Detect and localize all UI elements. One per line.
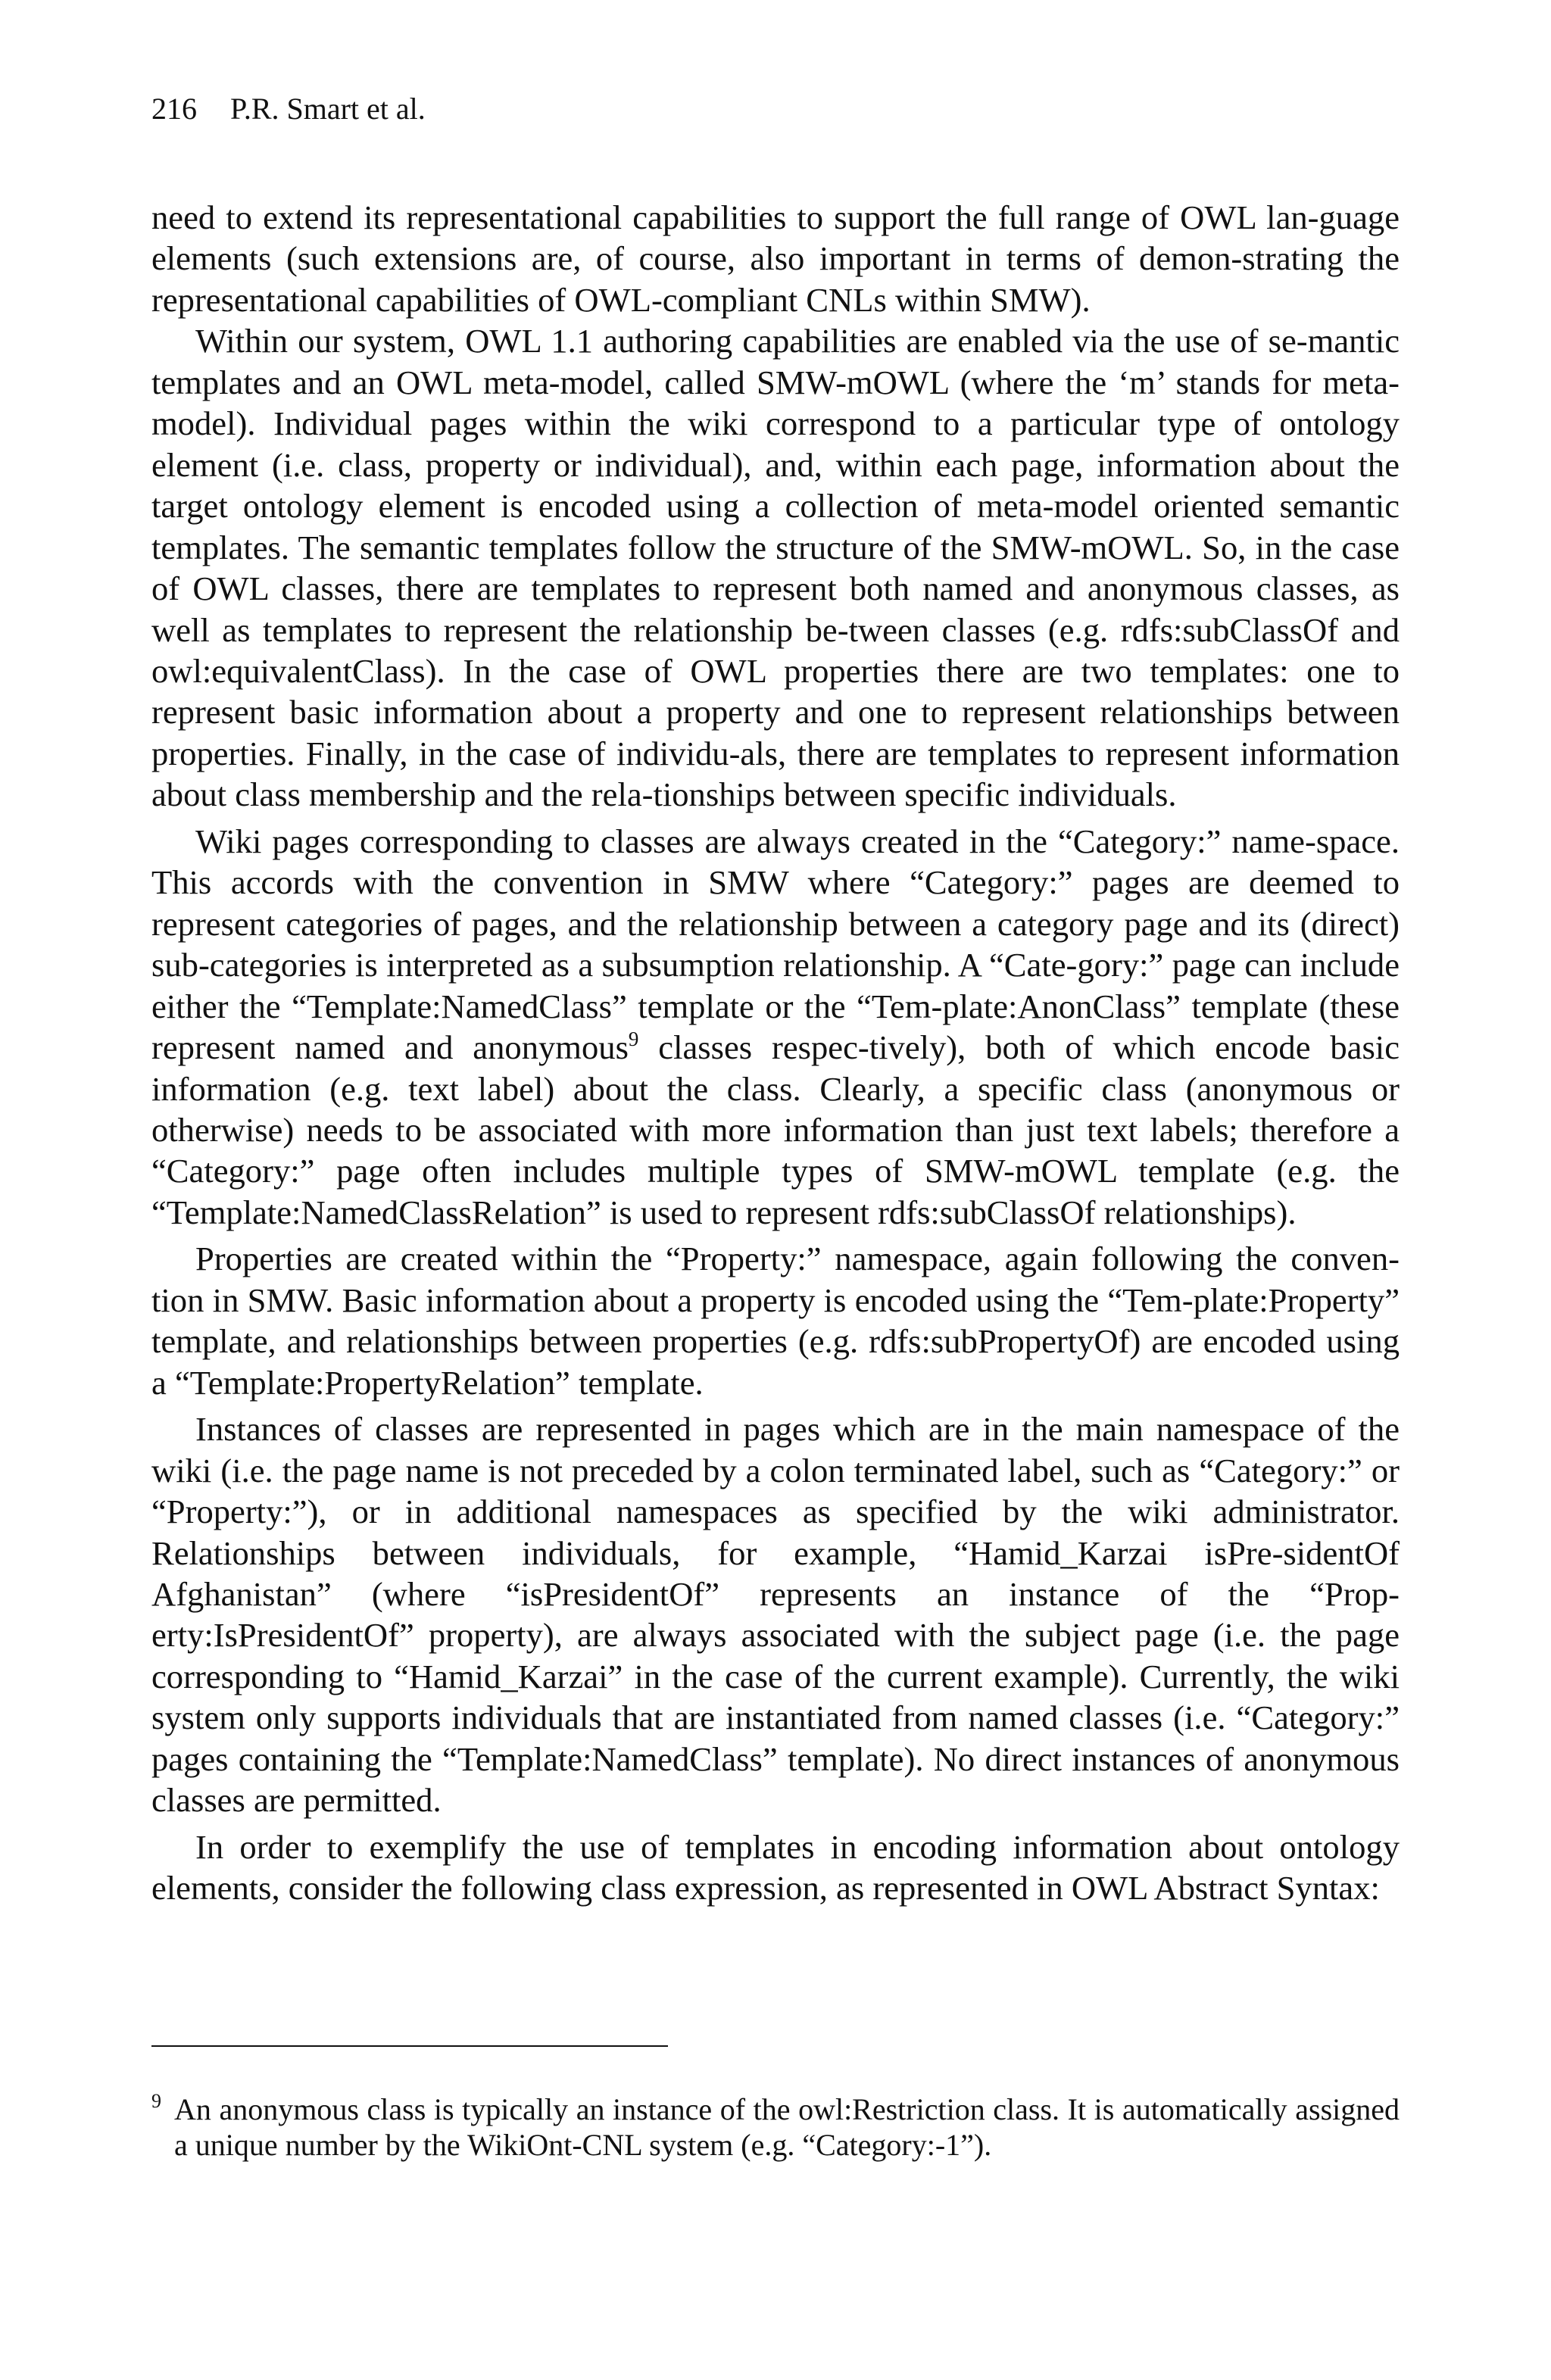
running-head-authors: P.R. Smart et al. (230, 92, 426, 126)
paragraph-category-text-1: Wiki pages corresponding to classes are always created in the “Category:” name-space. This accords with the convention in SMW where “Category:” pages are deemed to represent categories of pages, and the relationship between a category page and its (direct) sub-categories is interpreted as a subsumption relationship. A “Cate-gory:” page can include either the “Template:NamedClass” template or the “Tem-plate:AnonClass” template (these represent named and anonymous (151, 822, 1400, 1067)
paragraph-category-text-2: classes respec-tively), both of which encode basic information (e.g. text label) about the class. Clearly, a specific class (anonymous or otherwise) needs to be associated with more information than just text labels; therefore a “Category:” page often includes multiple types of SMW-mOWL template (e.g. the “Template:NamedClassRelation” is used to represent rdfs:subClassOf relationships). (151, 1028, 1400, 1231)
footnote (151, 2091, 1400, 2163)
footnote-divider (151, 2045, 668, 2047)
paragraph-owl-authoring: Within our system, OWL 1.1 authoring capabilities are enabled via the use of se-mantic templates and an OWL meta-model, called SMW-mOWL (where the ‘m’ stands for meta-model). Individual pages within the wiki correspond to a particular type of ontology element (i.e. class, property or individual), and, within each page, information about the target ontology element is encoded using a collection of meta-model oriented semantic templates. The semantic templates follow the structure of the SMW-mOWL. So, in the case of OWL classes, there are templates to represent both named and anonymous classes, as well as templates to represent the relationship be-tween classes (e.g. rdfs:subClassOf and owl:equivalentClass). In the case of OWL properties there are two templates: one to represent basic information about a property and one to represent relationships between properties. Finally, in the case of individu-als, there are templates to represent information about class membership and the rela-tionships between specific individuals. (151, 322, 1400, 814)
body-text (151, 197, 1400, 1909)
paragraph-category-namespace (151, 821, 1400, 1234)
paragraph-class-expression-intro: In order to exemplify the use of templates in encoding information about ontology elements, consider the following class expression, as represented in OWL Abstract Syntax: (151, 1827, 1400, 1907)
paragraph-property-namespace: Properties are created within the “Property:” namespace, again following the conven-tion in SMW. Basic information about a property is encoded using the “Tem-plate:Property” template, and relationships between properties (e.g. rdfs:subPropertyOf) are encoded using a “Template:PropertyRelation” template. (151, 1240, 1400, 1402)
running-header (151, 94, 426, 124)
footnote-body: $^9$ An anonymous class is typically an instance of the owl:Restriction class. It is automatically assigned a unique number by the WikiOnt-CNL system (e.g. “Category:-1”). (151, 2090, 1400, 2162)
page-number: 216 (151, 92, 197, 126)
footnote-text: An anonymous class is typically an instance of the owl:Restriction class. It is automatically assigned a unique number by the WikiOnt-CNL system (e.g. “Category:-1”). (174, 2092, 1400, 2162)
paragraph-instances: Instances of classes are represented in pages which are in the main namespace of the wiki (i.e. the page name is not preceded by a colon terminated label, such as “Category:” or “Property:”), or in additional namespaces as specified by the wiki administrator. Relationships between individuals, for example, “Hamid_Karzai isPre-sidentOf Afghanistan” (where “isPresidentOf” represents an instance of the “Prop-erty:IsPresidentOf” property), are always associated with the subject page (i.e. the page corresponding to “Hamid_Karzai” in the case of the current example). Currently, the wiki system only supports individuals that are instantiated from named classes (i.e. “Category:” pages containing the “Template:NamedClass” template). No direct instances of anonymous classes are permitted. (151, 1410, 1400, 1820)
paragraph-continuation: need to extend its representational capabilities to support the full range of OWL lan-guage elements (such extensions are, of course, also important in terms of demon-strating the representational capabilities of OWL-compliant CNLs within SMW). (151, 198, 1400, 319)
footnote-reference: 9 (628, 1028, 639, 1051)
